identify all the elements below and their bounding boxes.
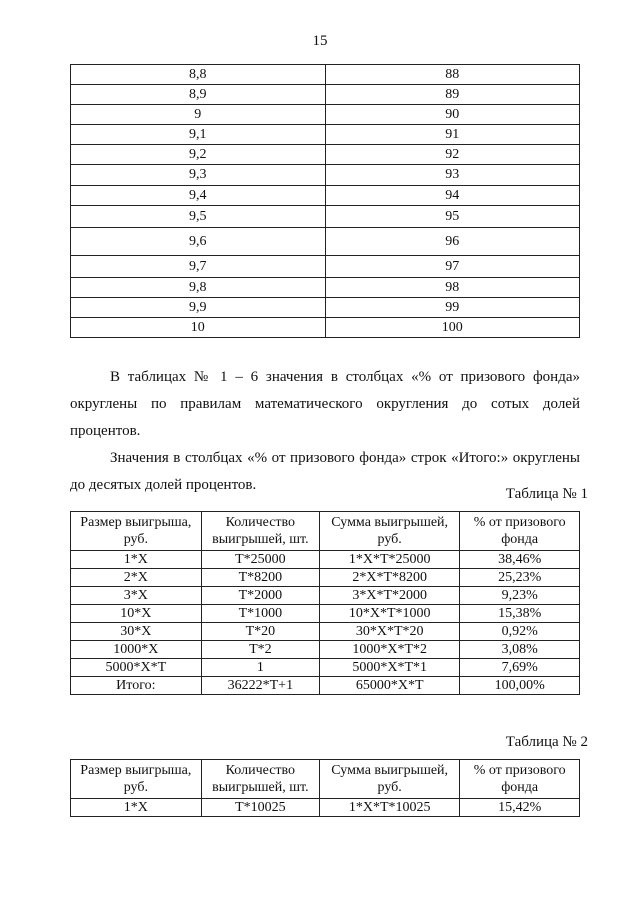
table-row bbox=[71, 298, 580, 318]
prize-count-cell: Т*2 bbox=[201, 641, 319, 659]
header-prize-count: Количество выигрышей, шт. bbox=[201, 512, 319, 551]
prize-sum-cell: 30*Х*Т*20 bbox=[320, 623, 460, 641]
prize-table-1 bbox=[70, 511, 580, 695]
value-cell: 9,4 bbox=[71, 186, 326, 206]
table-row bbox=[71, 318, 580, 338]
header-prize-size: Размер выигрыша, руб. bbox=[71, 512, 202, 551]
percent-cell: 96 bbox=[325, 228, 580, 256]
table-row bbox=[71, 623, 580, 641]
prize-sum-cell: 5000*Х*Т*1 bbox=[320, 659, 460, 677]
prize-size-cell: 1000*Х bbox=[71, 641, 202, 659]
table-row bbox=[71, 677, 580, 695]
table-1-caption: Таблица № 1 bbox=[505, 486, 588, 502]
page-number: 15 bbox=[312, 33, 328, 49]
percent-cell: 89 bbox=[325, 85, 580, 105]
table-row bbox=[71, 551, 580, 569]
table-row bbox=[71, 85, 580, 105]
table-row bbox=[71, 206, 580, 228]
value-cell: 9,5 bbox=[71, 206, 326, 228]
table-row bbox=[71, 659, 580, 677]
prize-count-cell: 1 bbox=[201, 659, 319, 677]
header-prize-sum: Сумма выигрышей, руб. bbox=[320, 512, 460, 551]
value-cell: 9,8 bbox=[71, 278, 326, 298]
value-cell: 10 bbox=[71, 318, 326, 338]
percent-cell: 99 bbox=[325, 298, 580, 318]
prize-size-cell: 1*Х bbox=[71, 551, 202, 569]
prize-size-cell: 1*Х bbox=[71, 799, 202, 817]
percent-cell: 95 bbox=[325, 206, 580, 228]
percent-cell: 97 bbox=[325, 256, 580, 278]
prize-size-cell: Итого: bbox=[71, 677, 202, 695]
prize-count-cell: Т*2000 bbox=[201, 587, 319, 605]
percent-cell: 88 bbox=[325, 65, 580, 85]
table-row bbox=[71, 256, 580, 278]
prize-percent-cell: 38,46% bbox=[460, 551, 580, 569]
table-header-row bbox=[71, 512, 580, 551]
percent-cell: 93 bbox=[325, 165, 580, 186]
prize-count-cell: 36222*Т+1 bbox=[201, 677, 319, 695]
header-prize-count: Количество выигрышей, шт. bbox=[201, 760, 319, 799]
prize-sum-cell: 1*Х*Т*10025 bbox=[320, 799, 460, 817]
value-cell: 9,9 bbox=[71, 298, 326, 318]
table-row bbox=[71, 278, 580, 298]
prize-percent-cell: 0,92% bbox=[460, 623, 580, 641]
value-cell: 8,8 bbox=[71, 65, 326, 85]
prize-sum-cell: 2*Х*Т*8200 bbox=[320, 569, 460, 587]
prize-size-cell: 30*Х bbox=[71, 623, 202, 641]
percent-cell: 98 bbox=[325, 278, 580, 298]
table-row bbox=[71, 165, 580, 186]
table-row bbox=[71, 799, 580, 817]
prize-percent-cell: 3,08% bbox=[460, 641, 580, 659]
rounding-note-paragraph-2: Значения в столбцах «% от призового фонда» строк «Итого:» округлены до десятых долей процентов. bbox=[70, 450, 580, 493]
prize-percent-cell: 15,38% bbox=[460, 605, 580, 623]
percent-cell: 92 bbox=[325, 145, 580, 165]
prize-size-cell: 10*Х bbox=[71, 605, 202, 623]
continuation-table bbox=[70, 64, 580, 338]
prize-percent-cell: 15,42% bbox=[460, 799, 580, 817]
table-row bbox=[71, 569, 580, 587]
prize-sum-cell: 3*Х*Т*2000 bbox=[320, 587, 460, 605]
table-row bbox=[71, 186, 580, 206]
prize-count-cell: Т*25000 bbox=[201, 551, 319, 569]
table-row bbox=[71, 587, 580, 605]
table-row bbox=[71, 145, 580, 165]
header-prize-fund-percent: % от призового фонда bbox=[460, 512, 580, 551]
header-prize-size: Размер выигрыша, руб. bbox=[71, 760, 202, 799]
prize-sum-cell: 1*Х*Т*25000 bbox=[320, 551, 460, 569]
percent-cell: 100 bbox=[325, 318, 580, 338]
value-cell: 9,2 bbox=[71, 145, 326, 165]
prize-percent-cell: 7,69% bbox=[460, 659, 580, 677]
prize-count-cell: Т*10025 bbox=[201, 799, 319, 817]
value-cell: 8,9 bbox=[71, 85, 326, 105]
prize-sum-cell: 10*Х*Т*1000 bbox=[320, 605, 460, 623]
value-cell: 9,7 bbox=[71, 256, 326, 278]
table-row bbox=[71, 605, 580, 623]
prize-sum-cell: 65000*Х*Т bbox=[320, 677, 460, 695]
table-2-caption: Таблица № 2 bbox=[505, 734, 588, 750]
table-header-row bbox=[71, 760, 580, 799]
prize-sum-cell: 1000*Х*Т*2 bbox=[320, 641, 460, 659]
prize-percent-cell: 25,23% bbox=[460, 569, 580, 587]
prize-size-cell: 3*Х bbox=[71, 587, 202, 605]
table-row bbox=[71, 641, 580, 659]
prize-size-cell: 5000*Х*Т bbox=[71, 659, 202, 677]
value-cell: 9,6 bbox=[71, 228, 326, 256]
rounding-note-paragraph-1: В таблицах № 1 – 6 значения в столбцах «% от призового фонда» округлены по правилам математического округления до сотых долей процентов. bbox=[70, 369, 580, 439]
percent-cell: 91 bbox=[325, 125, 580, 145]
header-prize-sum: Сумма выигрышей, руб. bbox=[320, 760, 460, 799]
table-row bbox=[71, 125, 580, 145]
value-cell: 9,3 bbox=[71, 165, 326, 186]
value-cell: 9 bbox=[71, 105, 326, 125]
percent-cell: 94 bbox=[325, 186, 580, 206]
value-cell: 9,1 bbox=[71, 125, 326, 145]
table-row bbox=[71, 105, 580, 125]
prize-count-cell: Т*20 bbox=[201, 623, 319, 641]
table-row bbox=[71, 228, 580, 256]
rounding-note bbox=[70, 364, 580, 499]
prize-count-cell: Т*1000 bbox=[201, 605, 319, 623]
prize-percent-cell: 9,23% bbox=[460, 587, 580, 605]
header-prize-fund-percent: % от призового фонда bbox=[460, 760, 580, 799]
prize-table-2 bbox=[70, 759, 580, 817]
prize-count-cell: Т*8200 bbox=[201, 569, 319, 587]
percent-cell: 90 bbox=[325, 105, 580, 125]
table-row bbox=[71, 65, 580, 85]
prize-size-cell: 2*Х bbox=[71, 569, 202, 587]
prize-percent-cell: 100,00% bbox=[460, 677, 580, 695]
